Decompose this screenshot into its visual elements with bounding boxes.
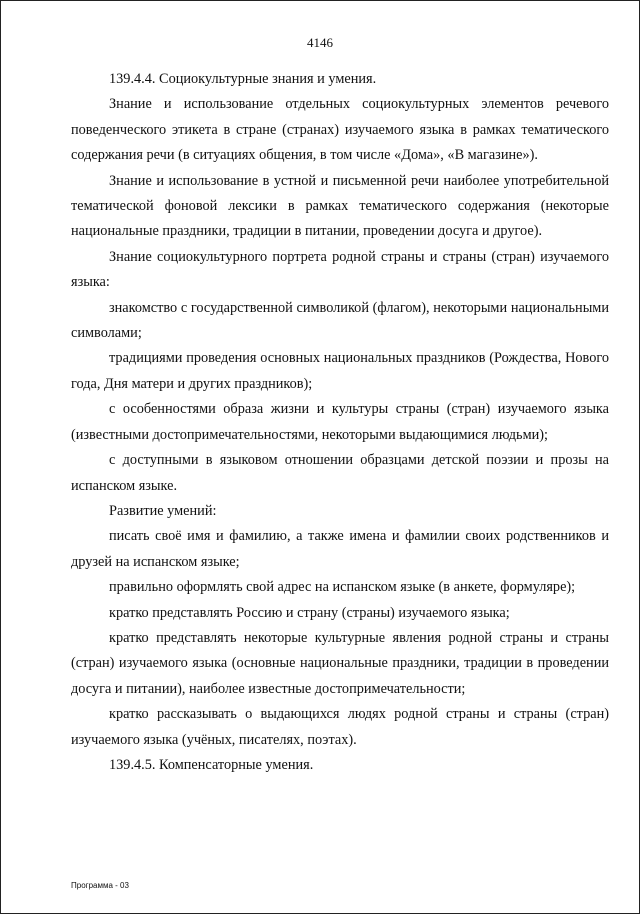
paragraph: Знание социокультурного портрета родной страны и страны (стран) изучаемого языка: bbox=[71, 248, 609, 291]
list-item: знакомство с государственной символикой (флагом), некоторыми национальными символами; bbox=[71, 299, 609, 342]
subheading: Развитие умений: bbox=[109, 502, 217, 519]
paragraph: Знание и использование в устной и письменной речи наиболее употребительной тематической фоновой лексики в рамках тематического содержания (некоторые национальные праздники, традиции в питании, проведении досуга и другое). bbox=[71, 172, 609, 240]
list-item: писать своё имя и фамилию, а также имена и фамилии своих родственников и друзей на испанском языке; bbox=[71, 528, 609, 570]
footer-label: Программа - 03 bbox=[71, 881, 129, 890]
list-item: традициями проведения основных национальных праздников (Рождества, Нового года, Дня матери и других праздников); bbox=[71, 350, 609, 392]
list-item: с доступными в языковом отношении образцами детской поэзии и прозы на испанском языке. bbox=[71, 452, 609, 494]
section-heading-139-4-4: 139.4.4. Социокультурные знания и умения. bbox=[109, 71, 377, 87]
list-item: правильно оформлять свой адрес на испанском языке (в анкете, формуляре); bbox=[109, 579, 576, 596]
list-item: кратко представлять некоторые культурные явления родной страны и страны (стран) изучаемого языка (основные национальные праздники, традиции в проведении досуга и питании), наиболее известные достопримечательности; bbox=[71, 629, 609, 697]
list-item: кратко представлять Россию и страну (страны) изучаемого языка; bbox=[109, 604, 510, 621]
list-item: с особенностями образа жизни и культуры страны (стран) изучаемого языка (известными достопримечательностями, некоторыми выдающимися людьми); bbox=[71, 401, 609, 443]
list-item: кратко рассказывать о выдающихся людях родной страны и страны (стран) изучаемого языка (учёных, писателях, поэтах). bbox=[71, 706, 609, 748]
page-number: 4146 bbox=[307, 35, 333, 50]
paragraph: Знание и использование отдельных социокультурных элементов речевого поведенческого этикета в стране (странах) изучаемого языка в рамках тематического содержания речи (в ситуациях общения, в том числе «Дома», «В магазине»). bbox=[71, 96, 609, 164]
page-content bbox=[71, 67, 609, 778]
section-heading-139-4-5: 139.4.5. Компенсаторные умения. bbox=[109, 756, 314, 773]
